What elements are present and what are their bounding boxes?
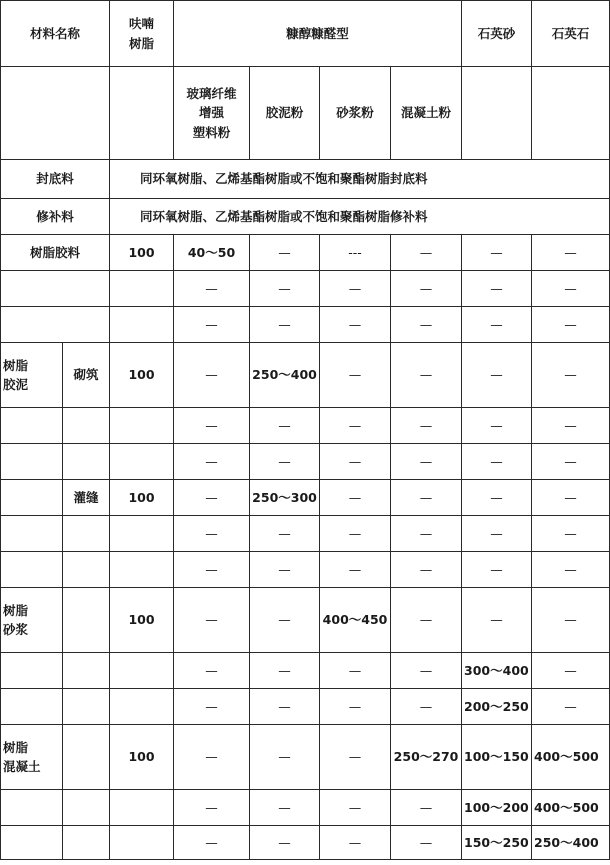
- table-cell: —: [250, 790, 320, 826]
- table-cell: —: [250, 689, 320, 725]
- table-cell: —: [391, 235, 462, 271]
- table-cell: —: [174, 516, 250, 552]
- table-cell: —: [532, 444, 610, 480]
- table-cell: [110, 271, 174, 307]
- table-cell: —: [320, 480, 391, 516]
- table-cell: 100: [110, 725, 174, 790]
- table-cell: —: [532, 235, 610, 271]
- table-cell: —: [174, 725, 250, 790]
- resin-mortar-label-line2: 砂浆: [3, 622, 29, 637]
- table-cell: —: [320, 725, 391, 790]
- table-row: [1, 235, 610, 271]
- table-cell: 100: [110, 343, 174, 408]
- table-cell: —: [250, 271, 320, 307]
- table-cell: —: [174, 343, 250, 408]
- header-glass-fiber-line2: 增强: [199, 105, 225, 121]
- table-cell: [1, 444, 63, 480]
- table-cell: [63, 516, 110, 552]
- table-row: [1, 444, 610, 480]
- header-glass-fiber-line1: 玻璃纤维: [186, 85, 237, 101]
- masonry-label: 砌筑: [63, 343, 110, 408]
- table-cell: [110, 689, 174, 725]
- header-furan-resin: [110, 1, 174, 67]
- table-row: [1, 790, 610, 826]
- table-cell: —: [174, 689, 250, 725]
- table-row: [1, 653, 610, 689]
- table-cell: —: [462, 480, 532, 516]
- table-cell: —: [462, 235, 532, 271]
- table-cell: 400～500: [532, 790, 610, 826]
- table-cell: [110, 444, 174, 480]
- header-furan-line1: 呋喃: [129, 16, 155, 32]
- table-cell: —: [174, 444, 250, 480]
- table-cell: —: [391, 307, 462, 343]
- table-cell: —: [391, 444, 462, 480]
- table-cell: 150～250: [462, 826, 532, 860]
- table-cell: ---: [320, 235, 391, 271]
- header-quartz-stone: 石英石: [532, 1, 610, 67]
- table-cell: —: [320, 516, 391, 552]
- header-material-name: 材料名称: [1, 1, 110, 67]
- resin-glue-label: 树脂胶料: [1, 235, 110, 271]
- table-cell: [1, 480, 63, 516]
- table-cell: —: [250, 588, 320, 653]
- header-quartz-sand: 石英砂: [462, 1, 532, 67]
- table-cell: —: [250, 444, 320, 480]
- table-cell: [110, 552, 174, 588]
- table-cell: —: [532, 271, 610, 307]
- header-blank: [1, 67, 110, 160]
- table-cell: —: [320, 444, 391, 480]
- table-cell: —: [391, 516, 462, 552]
- table-cell: —: [174, 552, 250, 588]
- table-cell: —: [391, 480, 462, 516]
- table-cell: [63, 444, 110, 480]
- table-cell: [1, 826, 63, 860]
- row-primer: [1, 160, 610, 199]
- table-cell: —: [174, 588, 250, 653]
- table-row: [1, 408, 610, 444]
- resin-concrete-label-line1: 树脂: [3, 739, 29, 755]
- table-cell: [63, 552, 110, 588]
- table-cell: [1, 516, 63, 552]
- table-cell: —: [250, 552, 320, 588]
- header-glass-fiber-line3: 塑料粉: [192, 124, 231, 140]
- table-cell: [1, 271, 110, 307]
- header-row-2: [1, 67, 610, 160]
- table-cell: [63, 826, 110, 860]
- header-blank: [110, 67, 174, 160]
- table-row: [1, 725, 610, 790]
- table-cell: —: [250, 826, 320, 860]
- table-cell: —: [320, 408, 391, 444]
- table-cell: —: [320, 790, 391, 826]
- table-row: [1, 552, 610, 588]
- table-cell: [63, 588, 110, 653]
- table-cell: —: [174, 826, 250, 860]
- table-cell: —: [391, 271, 462, 307]
- table-cell: [110, 307, 174, 343]
- header-row-1: [1, 1, 610, 67]
- table-cell: 400～450: [320, 588, 391, 653]
- table-row: [1, 271, 610, 307]
- table-cell: —: [174, 480, 250, 516]
- table-cell: [63, 653, 110, 689]
- table-cell: 100: [110, 480, 174, 516]
- table-row: [1, 588, 610, 653]
- header-cement-powder: 胶泥粉: [250, 67, 320, 160]
- resin-cement-label-line2: 胶泥: [3, 377, 29, 392]
- table-cell: —: [532, 689, 610, 725]
- table-cell: —: [174, 408, 250, 444]
- table-cell: —: [320, 653, 391, 689]
- table-cell: —: [532, 480, 610, 516]
- table-cell: —: [391, 588, 462, 653]
- table-cell: —: [462, 307, 532, 343]
- table-cell: 250～400: [250, 343, 320, 408]
- table-cell: —: [250, 235, 320, 271]
- table-cell: 250～300: [250, 480, 320, 516]
- header-concrete-powder: 混凝土粉: [391, 67, 462, 160]
- table-cell: 100: [110, 588, 174, 653]
- table-cell: [1, 653, 63, 689]
- table-cell: [63, 408, 110, 444]
- repair-label: 修补料: [1, 199, 110, 235]
- table-cell: —: [462, 516, 532, 552]
- table-cell: —: [462, 552, 532, 588]
- table-row: [1, 343, 610, 408]
- table-cell: —: [250, 653, 320, 689]
- table-cell: —: [320, 271, 391, 307]
- table-cell: 300～400: [462, 653, 532, 689]
- resin-mortar-label-line1: 树脂: [3, 602, 29, 618]
- table-cell: —: [250, 408, 320, 444]
- table-cell: —: [391, 552, 462, 588]
- table-cell: 100～200: [462, 790, 532, 826]
- table-cell: —: [532, 307, 610, 343]
- table-cell: —: [462, 271, 532, 307]
- table-cell: [110, 826, 174, 860]
- table-cell: [63, 725, 110, 790]
- resin-concrete-label-line2: 混凝土: [3, 759, 41, 774]
- table-cell: —: [532, 516, 610, 552]
- table-cell: 100: [110, 235, 174, 271]
- table-cell: [63, 689, 110, 725]
- table-cell: —: [250, 725, 320, 790]
- table-cell: 250～400: [532, 826, 610, 860]
- table-cell: [1, 307, 110, 343]
- header-furan-line2: 树脂: [129, 35, 155, 51]
- table-cell: —: [250, 516, 320, 552]
- table-cell: —: [391, 826, 462, 860]
- resin-concrete-label: [1, 725, 63, 790]
- resin-cement-label-line1: 树脂: [3, 357, 29, 373]
- grouting-label: 灌缝: [63, 480, 110, 516]
- table-cell: —: [532, 408, 610, 444]
- table-cell: [1, 689, 63, 725]
- table-cell: [110, 516, 174, 552]
- table-cell: [1, 790, 63, 826]
- table-row: [1, 689, 610, 725]
- table-cell: —: [174, 653, 250, 689]
- table-cell: —: [320, 689, 391, 725]
- header-mortar-powder: 砂浆粉: [320, 67, 391, 160]
- table-cell: —: [532, 653, 610, 689]
- table-cell: —: [391, 408, 462, 444]
- repair-text: 同环氧树脂、乙烯基酯树脂或不饱和聚酯树脂修补料: [110, 199, 610, 235]
- primer-text: 同环氧树脂、乙烯基酯树脂或不饱和聚酯树脂封底料: [110, 160, 610, 199]
- table-cell: —: [532, 552, 610, 588]
- primer-label: 封底料: [1, 160, 110, 199]
- table-cell: —: [532, 343, 610, 408]
- resin-cement-label: [1, 343, 63, 408]
- table-cell: [110, 408, 174, 444]
- table-row: [1, 307, 610, 343]
- header-blank: [462, 67, 532, 160]
- table-row: [1, 516, 610, 552]
- table-cell: —: [391, 343, 462, 408]
- table-cell: [110, 653, 174, 689]
- table-cell: —: [462, 444, 532, 480]
- table-cell: [1, 552, 63, 588]
- table-cell: —: [462, 408, 532, 444]
- table-cell: —: [462, 588, 532, 653]
- table-cell: —: [391, 689, 462, 725]
- table-cell: —: [532, 588, 610, 653]
- table-cell: [1, 408, 63, 444]
- table-cell: —: [250, 307, 320, 343]
- resin-mortar-label: [1, 588, 63, 653]
- table-cell: —: [391, 790, 462, 826]
- table-cell: 400～500: [532, 725, 610, 790]
- table-cell: —: [320, 826, 391, 860]
- header-blank: [532, 67, 610, 160]
- table-row: [1, 826, 610, 860]
- table-cell: —: [174, 271, 250, 307]
- table-cell: 40～50: [174, 235, 250, 271]
- table-cell: 250～270: [391, 725, 462, 790]
- table-cell: 100～150: [462, 725, 532, 790]
- table-row: [1, 480, 610, 516]
- header-glass-fiber: [174, 67, 250, 160]
- table-cell: —: [174, 307, 250, 343]
- table-cell: —: [320, 552, 391, 588]
- table-cell: —: [174, 790, 250, 826]
- table-cell: —: [320, 307, 391, 343]
- table-cell: —: [391, 653, 462, 689]
- row-repair: [1, 199, 610, 235]
- table-cell: 200～250: [462, 689, 532, 725]
- table-cell: [63, 790, 110, 826]
- table-cell: —: [462, 343, 532, 408]
- table-cell: [110, 790, 174, 826]
- table-cell: —: [320, 343, 391, 408]
- header-furfuryl-group: 糠醇糠醛型: [174, 1, 462, 67]
